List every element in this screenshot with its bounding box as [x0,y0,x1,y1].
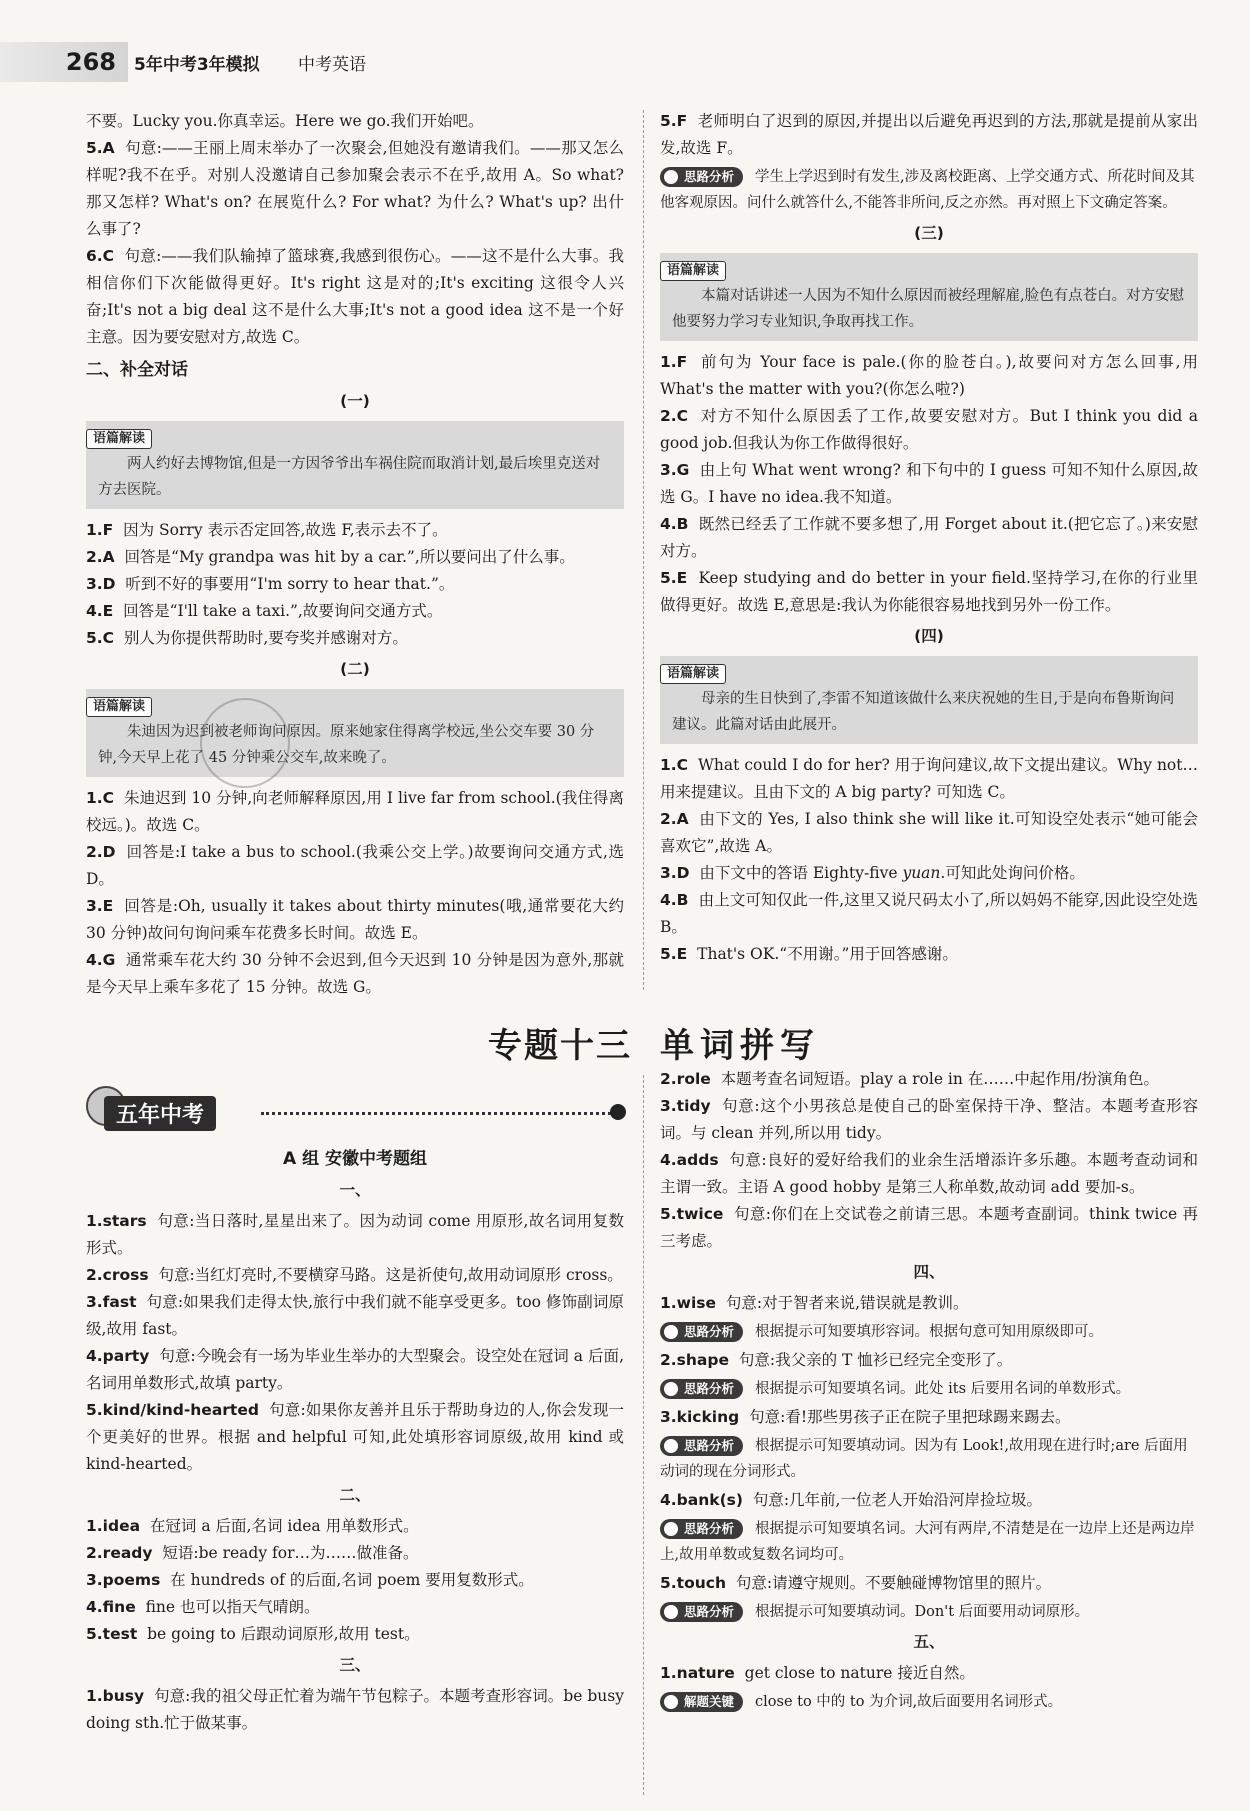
summary-text: 两人约好去博物馆,但是一方因爷爷出车祸住院而取消计划,最后埃里克送对方去医院。 [98,456,601,498]
analysis-pill: 思路分析 [660,1519,743,1539]
section-title: 二、补全对话 [86,360,188,380]
banner-dot [610,1104,626,1120]
answer-item: 4.adds 句意:良好的爱好给我们的业余生活增添许多乐趣。本题考查动词和主谓一致。主语 A good hobby 是第三人称单数,故动词 add 要加-s。 [660,1151,1198,1196]
sub-heading: 四、 [913,1263,945,1281]
answer-item: 5.E That's OK.“不用谢。”用于回答感谢。 [660,945,958,963]
analysis-pill: 思路分析 [660,1436,743,1456]
analysis-tip: 思路分析 根据提示可知要填名词。此处 its 后要用名词的单数形式。 [660,1376,1198,1402]
summary-tag: 语篇解读 [86,429,152,449]
answer-item: 4.fine fine 也可以指天气晴朗。 [86,1598,320,1616]
analysis-pill: 思路分析 [660,167,743,187]
answer-item: 1.C What could I do for her? 用于询问建议,故下文提出建议。Why not…用来提建议。且由下文的 A big party? 可知选 C。 [660,756,1198,801]
page-number: 268 [0,42,128,82]
answer-item: 5.E Keep studying and do better in your field.坚持学习,在你的行业里做得更好。故选 E,意思是:我认为你能很容易地找到另外一份工作。 [660,569,1199,614]
answer-item: 5.test be going to 后跟动词原形,故用 test。 [86,1625,420,1643]
summary-tag: 语篇解读 [660,261,726,281]
answer-item: 5.C 别人为你提供帮助时,要夸奖并感谢对方。 [86,629,408,647]
sub-heading: 五、 [913,1633,945,1651]
answer-item: 1.F 前句为 Your face is pale.(你的脸苍白。),故要问对方怎么回事,用 What's the matter with you?(你怎么啦?) [660,353,1198,398]
answer-item: 5.kind/kind-hearted 句意:如果你友善并且乐于帮助身边的人,你会发现一个更美好的世界。根据 and helpful 可知,此处填形容词原级,故用 kind 或 kind-hearted。 [86,1401,624,1473]
analysis-tip: 思路分析 根据提示可知要填动词。因为有 Look!,故用现在进行时;are 后面用动词的现在分词形式。 [660,1438,1188,1480]
answer-item: 2.shape 句意:我父亲的 T 恤衫已经完全变形了。 [660,1351,1013,1369]
sub-heading: 一、 [339,1181,371,1199]
part-heading: (一) [340,392,370,410]
answer-item: 1.nature get close to nature 接近自然。 [660,1664,975,1682]
answer-item: 1.idea 在冠词 a 后面,名词 idea 用单数形式。 [86,1517,419,1535]
answer-item: 2.cross 句意:当红灯亮时,不要横穿马路。这是祈使句,故用动词原形 cross。 [86,1266,623,1284]
answer-item: 2.A 由下文的 Yes, I also think she will like it.可知设空处表示“她可能会喜欢它”,故选 A。 [660,810,1198,855]
book-title: 5年中考3年模拟 [134,55,260,75]
passage-summary-box [660,253,1198,341]
key-icon [663,1694,679,1710]
answer-item: 1.wise 句意:对于智者来说,错误就是教训。 [660,1294,969,1312]
answer-item: 1.stars 句意:当日落时,星星出来了。因为动词 come 用原形,故名词用复数形式。 [86,1212,624,1257]
passage-summary-box [86,689,624,777]
answer-item: 1.C 朱迪迟到 10 分钟,向老师解释原因,用 I live far from school.(我住得离校远。)。故选 C。 [86,789,624,834]
part-heading: (四) [914,627,944,645]
analysis-pill: 思路分析 [660,1379,743,1399]
answer-item: 2.C 对方不知什么原因丢了工作,故要安慰对方。But I think you did a good job.但我认为你工作做得很好。 [660,407,1198,452]
answer-item: 3.tidy 句意:这个小男孩总是使自己的卧室保持干净、整洁。本题考查形容词。与 clean 并列,所以用 tidy。 [660,1097,1198,1142]
left-column-top [86,108,624,1001]
right-column-top [660,108,1198,968]
sub-heading: 二、 [339,1486,371,1504]
left-column-bottom [86,1142,624,1737]
analysis-pill: 思路分析 [660,1602,743,1622]
answer-item: 4.B 既然已经丢了工作就不要多想了,用 Forget about it.(把它忘了。)来安慰对方。 [660,515,1198,560]
answer-item: 4.B 由上文可知仅此一件,这里又说尺码太小了,所以妈妈不能穿,因此设空处选 B。 [660,891,1198,936]
answer-item: 2.ready 短语:be ready for…为……做准备。 [86,1544,419,1562]
answer-item: 3.D 听到不好的事要用“I'm sorry to hear that.”。 [86,575,455,593]
summary-text: 母亲的生日快到了,李雷不知道该做什么来庆祝她的生日,于是向布鲁斯询问建议。此篇对话由此展开。 [672,691,1175,733]
summary-tag: 语篇解读 [86,697,152,717]
sub-heading: 三、 [339,1656,371,1674]
answer-item: 6.C 句意:——我们队输掉了篮球赛,我感到很伤心。——这不是什么大事。我相信你们下次能做得更好。It's right 这是对的;It's exciting 这很令人兴奋;It's not a big deal 这不是什么大事;It's not a good idea 这不是一个好主意。因为要安慰对方,故选 C。 [86,247,624,346]
answer-item: 4.E 回答是“I'll take a taxi.”,故要询问交通方式。 [86,602,443,620]
analysis-tip: 思路分析 根据提示可知要填名词。大河有两岸,不清楚是在一边岸上还是两边岸上,故用单数或复数名词均可。 [660,1521,1195,1563]
key-tip: 解题关键 close to 中的 to 为介词,故后面要用名词形式。 [660,1689,1198,1715]
bulb-icon [663,1521,679,1537]
book-subject: 中考英语 [298,55,366,75]
answer-item: 2.A 回答是“My grandpa was hit by a car.”,所以要问出了什么事。 [86,548,575,566]
answer-item: 4.bank(s) 句意:几年前,一位老人开始沿河岸捡垃圾。 [660,1491,1042,1509]
answer-item: 3.kicking 句意:看!那些男孩子正在院子里把球踢来踢去。 [660,1408,1071,1426]
answer-item: 1.F 因为 Sorry 表示否定回答,故选 F,表示去不了。 [86,521,448,539]
passage-summary-box [660,656,1198,744]
topic-name-title: 单词拼写 [660,1026,820,1066]
section-banner [86,1086,634,1130]
answer-item: 5.touch 句意:请遵守规则。不要触碰博物馆里的照片。 [660,1574,1052,1592]
banner-label: 五年中考 [104,1096,216,1131]
page-header [0,0,1250,80]
right-column-bottom [660,1066,1198,1717]
answer-item: 5.A 句意:——王丽上周末举办了一次聚会,但她没有邀请我们。——那又怎么样呢?我不在乎。对别人没邀请自己参加聚会表示不在乎,故用 A。So what? 那又怎样? What's on? 在展览什么? For what? 为什么? What's up? 出什么事了? [86,139,625,238]
bulb-icon [663,169,679,185]
dotted-line [261,1112,611,1115]
group-title: A 组 安徽中考题组 [283,1149,427,1169]
summary-text: 朱迪因为迟到被老师询问原因。原来她家住得离学校远,坐公交车要 30 分钟,今天早上花了 45 分钟乘公交车,故来晚了。 [98,724,595,766]
summary-tag: 语篇解读 [660,664,726,684]
analysis-tip: 思路分析 根据提示可知要填形容词。根据句意可知用原级即可。 [660,1319,1198,1345]
intro-line: 不要。Lucky you.你真幸运。Here we go.我们开始吧。 [86,112,484,130]
answer-item: 1.busy 句意:我的祖父母正忙着为端午节包粽子。本题考查形容词。be busy doing sth.忙于做某事。 [86,1687,624,1732]
analysis-tip: 思路分析 学生上学迟到时有发生,涉及离校距离、上学交通方式、所花时间及其他客观原因。问什么就答什么,不能答非所问,反之亦然。再对照上下文确定答案。 [660,169,1195,211]
summary-text: 本篇对话讲述一人因为不知什么原因而被经理解雇,脸色有点苍白。对方安慰他要努力学习专业知识,争取再找工作。 [672,288,1185,330]
answer-item: 4.G 通常乘车花大约 30 分钟不会迟到,但今天迟到 10 分钟是因为意外,那就是今天早上乘车多花了 15 分钟。故选 G。 [86,951,624,996]
answer-item: 5.F 老师明白了迟到的原因,并提出以后避免再迟到的方法,那就是提前从家出发,故选 F。 [660,112,1199,157]
part-heading: (三) [914,224,944,242]
answer-item: 4.party 句意:今晚会有一场为毕业生举办的大型聚会。设空处在冠词 a 后面,名词用单数形式,故填 party。 [86,1347,624,1392]
passage-summary-box [86,421,624,509]
bulb-icon [663,1324,679,1340]
bulb-icon [663,1381,679,1397]
answer-item: 3.D 由下文中的答语 Eighty-five yuan.可知此处询问价格。 [660,864,1085,882]
analysis-pill: 思路分析 [660,1322,743,1342]
topic-number-title: 专题十三 [488,1026,632,1066]
answer-item: 3.poems 在 hundreds of 的后面,名词 poem 要用复数形式。 [86,1571,534,1589]
analysis-tip: 思路分析 根据提示可知要填动词。Don't 后面要用动词原形。 [660,1599,1198,1625]
key-pill: 解题关键 [660,1692,743,1712]
bulb-icon [663,1604,679,1620]
answer-item: 2.D 回答是:I take a bus to school.(我乘公交上学。)故要询问交通方式,选 D。 [86,843,624,888]
bulb-icon [663,1438,679,1454]
column-divider [643,110,644,990]
answer-item: 3.E 回答是:Oh, usually it takes about thirty minutes(哦,通常要花大约 30 分钟)故问句询问乘车花费多长时间。故选 E。 [86,897,624,942]
answer-item: 2.role 本题考查名词短语。play a role in 在……中起作用/扮演角色。 [660,1070,1160,1088]
answer-item: 3.fast 句意:如果我们走得太快,旅行中我们就不能享受更多。too 修饰副词原级,故用 fast。 [86,1293,624,1338]
column-divider [643,1075,644,1795]
part-heading: (二) [340,660,370,678]
answer-item: 5.twice 句意:你们在上交试卷之前请三思。本题考查副词。think twice 再三考虑。 [660,1205,1198,1250]
answer-item: 3.G 由上句 What went wrong? 和下句中的 I guess 可知不知什么原因,故选 G。I have no idea.我不知道。 [660,461,1198,506]
